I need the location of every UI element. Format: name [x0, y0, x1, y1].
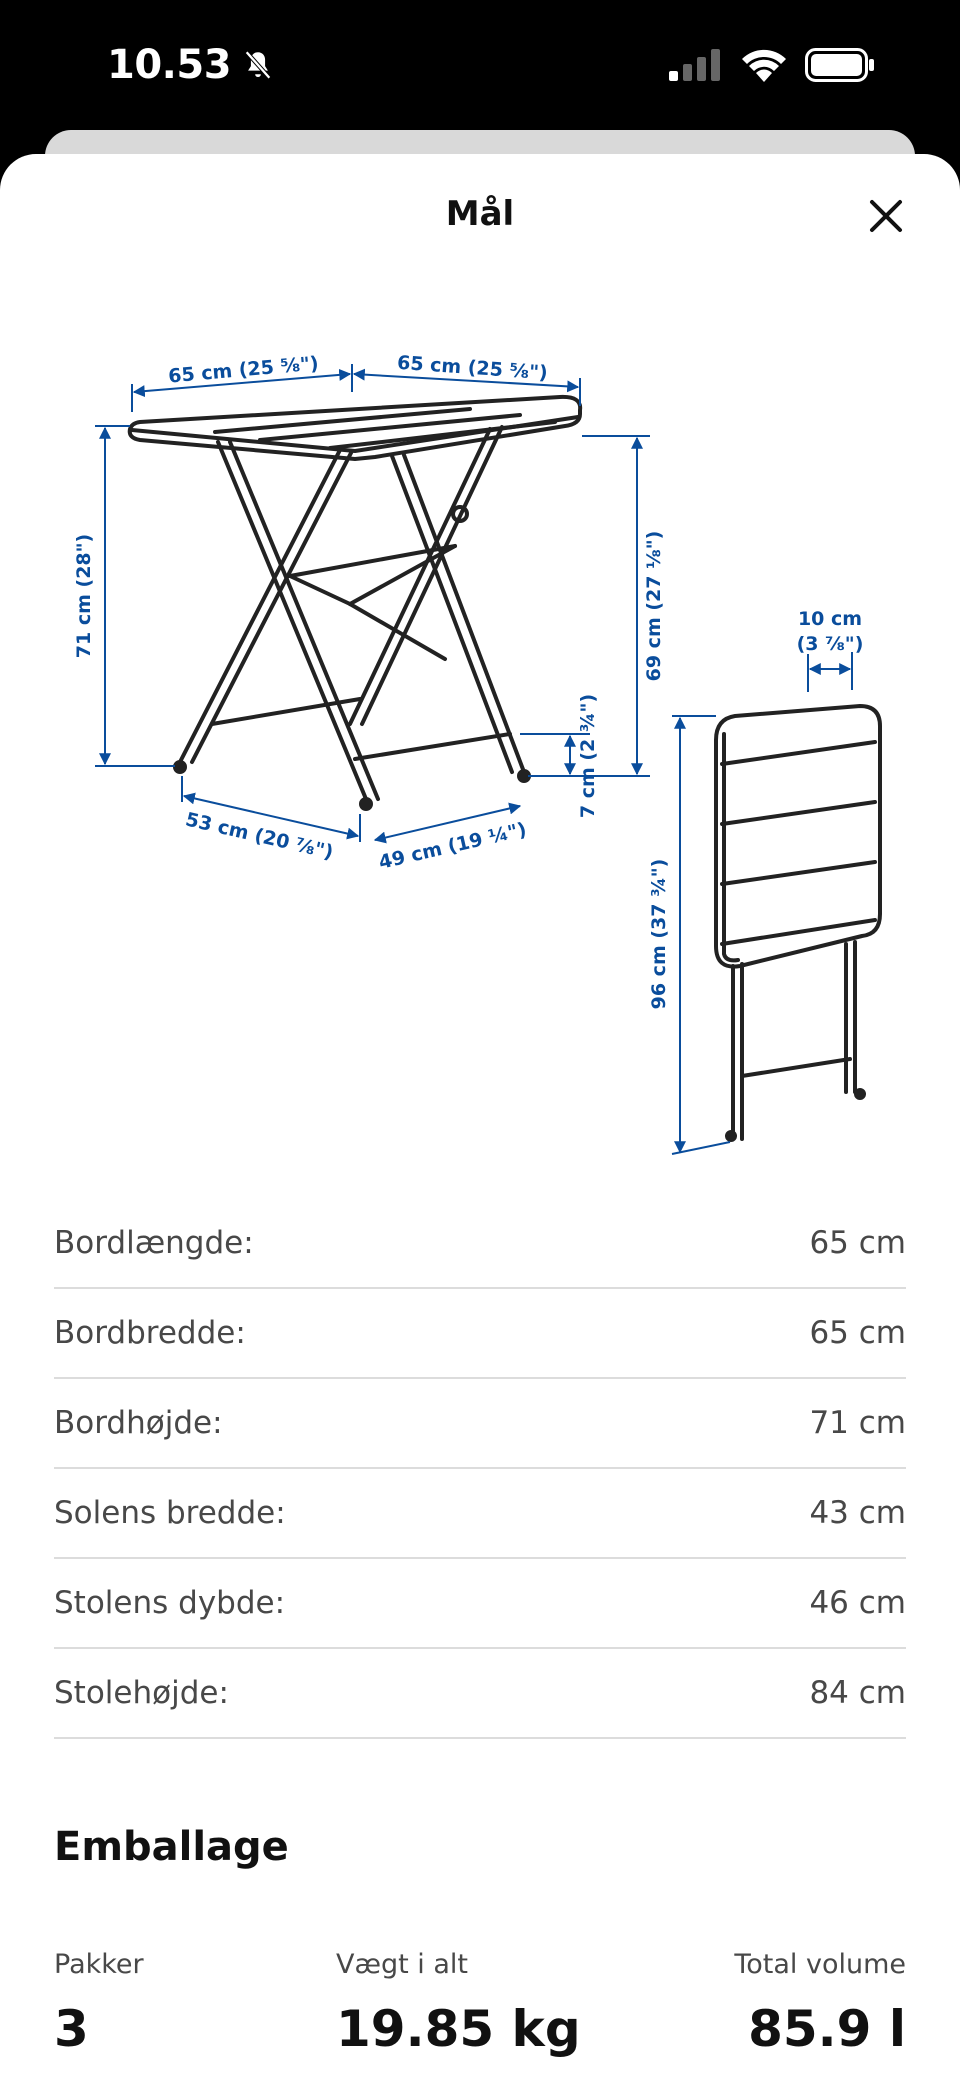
weight-label: Vægt i alt [336, 1949, 469, 1980]
spec-value: 71 cm [809, 1405, 906, 1441]
spec-label: Stolens dybde: [54, 1585, 286, 1621]
sheet-title: Mål [445, 194, 515, 234]
spec-row-chair-width [54, 1469, 906, 1559]
spec-value: 43 cm [809, 1495, 906, 1531]
table-illustration [130, 397, 580, 809]
status-time-text: 10.53 [107, 42, 232, 88]
packaging-packages [54, 1949, 144, 2058]
weight-value: 19.85 kg [336, 2000, 581, 2058]
spec-label: Stolehøjde: [54, 1675, 229, 1711]
bell-off-icon [241, 48, 275, 82]
packages-label: Pakker [54, 1949, 144, 1980]
dimensions-spec-list [54, 1199, 906, 1739]
dimension-foot-height: 7 cm (2 ¾") [577, 693, 599, 819]
spec-row-chair-height [54, 1649, 906, 1739]
status-bar [0, 0, 960, 130]
volume-value: 85.9 l [748, 2000, 906, 2058]
packages-value: 3 [54, 2000, 89, 2058]
dimension-width-left: 65 cm (25 ⅝") [167, 352, 320, 388]
dimension-folded-height: 96 cm (37 ¾") [648, 858, 670, 1010]
packaging-weight [336, 1949, 581, 2058]
spec-value: 65 cm [809, 1315, 906, 1351]
product-dimension-diagram [0, 314, 960, 1344]
battery-icon [805, 48, 875, 82]
spec-row-chair-depth [54, 1559, 906, 1649]
folded-table-illustration [716, 706, 880, 1140]
volume-label: Total volume [734, 1949, 906, 1980]
cellular-signal-icon [667, 49, 723, 81]
dimension-table-height: 71 cm (28") [73, 533, 95, 659]
dimensions-sheet [0, 154, 960, 2081]
spec-label: Solens bredde: [54, 1495, 286, 1531]
dimension-width-right: 65 cm (25 ⅝") [396, 351, 549, 385]
status-icons [667, 48, 875, 82]
dimension-folded-thickness: 10 cm [797, 608, 863, 630]
dimension-inner-height: 69 cm (27 ⅛") [643, 530, 665, 682]
spec-value: 65 cm [809, 1225, 906, 1261]
packaging-title: Emballage [54, 1824, 289, 1870]
dimension-depth-left: 53 cm (20 ⅞") [183, 808, 336, 864]
spec-row-table-width [54, 1289, 906, 1379]
close-icon[interactable] [864, 194, 908, 238]
spec-value: 46 cm [809, 1585, 906, 1621]
packaging-volume [734, 1949, 906, 2058]
spec-label: Bordhøjde: [54, 1405, 223, 1441]
spec-label: Bordlængde: [54, 1225, 254, 1261]
dimension-depth-right: 49 cm (19 ¼") [376, 818, 529, 874]
spec-value: 84 cm [809, 1675, 906, 1711]
spec-label: Bordbredde: [54, 1315, 246, 1351]
status-time [107, 42, 275, 88]
spec-row-table-length [54, 1199, 906, 1289]
dimension-folded-thickness-inch: (3 ⅞") [796, 633, 864, 655]
spec-row-table-height [54, 1379, 906, 1469]
wifi-icon [741, 48, 787, 82]
